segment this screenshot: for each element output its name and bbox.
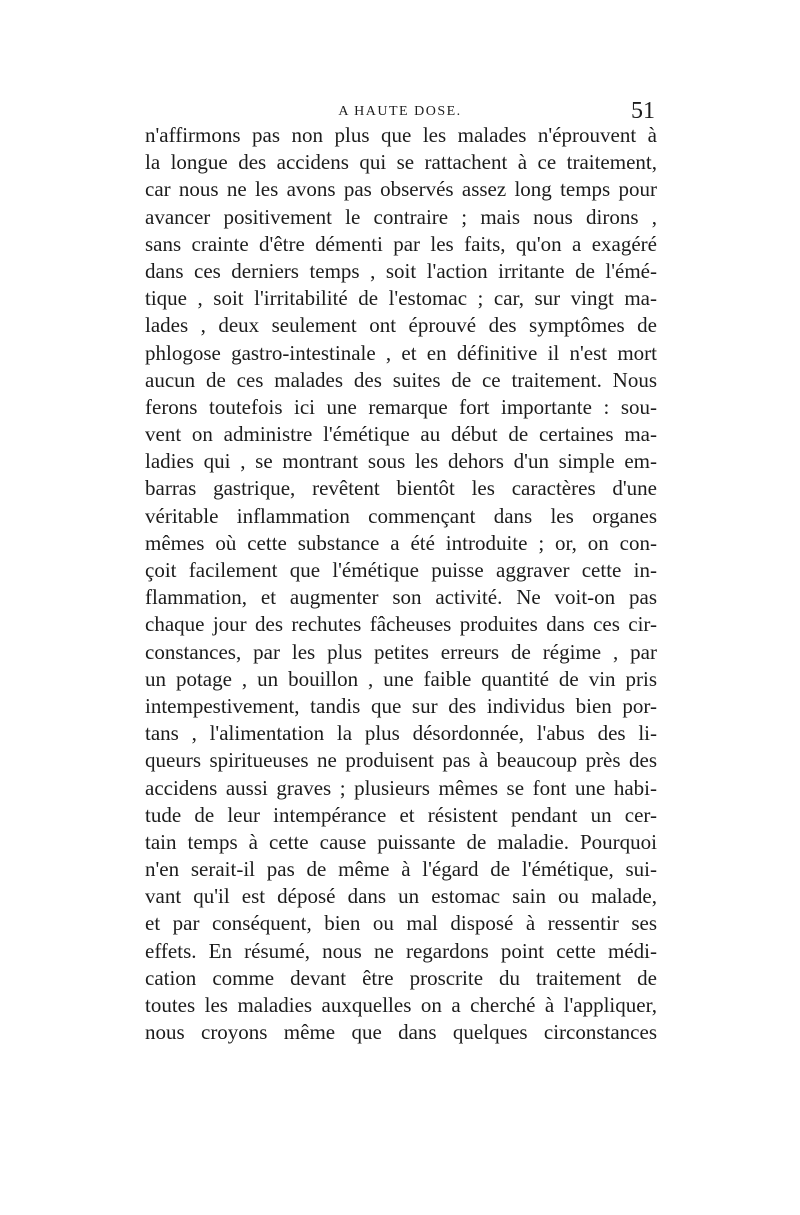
text-line: n'affirmons pas non plus que les malades n'éprouvent à — [145, 123, 657, 147]
running-title: A HAUTE DOSE. — [338, 104, 462, 119]
text-line: lades , deux seulement ont éprouvé des symptômes de — [145, 313, 657, 338]
body-text — [145, 122, 657, 1046]
text-line: queurs spiritueuses ne produisent pas à beaucoup près des — [145, 748, 657, 773]
text-line: çoit facilement que l'émétique puisse aggraver cette in- — [145, 558, 657, 582]
text-line: phlogose gastro-intestinale , et en définitive il n'est mort — [145, 340, 657, 365]
text-line: un potage , un bouillon , une faible quantité de vin pris — [145, 666, 657, 691]
text-line: toutes les maladies auxquelles on a cherché à l'appliquer, — [145, 993, 657, 1017]
text-line: cation comme devant être proscrite du traitement de — [145, 965, 657, 990]
text-line: tans , l'alimentation la plus désordonnée, l'abus des li- — [145, 721, 657, 746]
text-line: sans crainte d'être démenti par les faits, qu'on a exagéré — [145, 231, 657, 256]
text-line: chaque jour des rechutes fâcheuses produites dans ces cir- — [145, 612, 657, 637]
text-line: et par conséquent, bien ou mal disposé à ressentir ses — [145, 911, 657, 936]
text-line: flammation, et augmenter son activité. Ne voit-on pas — [145, 585, 657, 610]
text-line: vent on administre l'émétique au début de certaines ma- — [145, 422, 657, 447]
page-number: 51 — [631, 98, 655, 124]
text-line: tude de leur intempérance et résistent pendant un cer- — [145, 802, 657, 827]
running-head — [145, 100, 655, 124]
text-line: avancer positivement le contraire ; mais nous dirons , — [145, 204, 657, 229]
text-line: dans ces derniers temps , soit l'action irritante de l'émé- — [145, 258, 657, 283]
text-line: barras gastrique, revêtent bientôt les caractères d'une — [145, 476, 657, 501]
text-line: n'en serait-il pas de même à l'égard de l'émétique, sui- — [145, 857, 657, 882]
text-line: mêmes où cette substance a été introduite ; or, on con- — [145, 530, 657, 555]
text-line: intempestivement, tandis que sur des individus bien por- — [145, 693, 657, 718]
text-line: accidens aussi graves ; plusieurs mêmes se font une habi- — [145, 775, 657, 800]
text-line: ferons toutefois ici une remarque fort importante : sou- — [145, 394, 657, 419]
text-line: constances, par les plus petites erreurs de régime , par — [145, 639, 657, 664]
text-line: aucun de ces malades des suites de ce traitement. Nous — [145, 367, 657, 392]
text-line: nous croyons même que dans quelques circonstances — [145, 1020, 657, 1045]
text-line: ladies qui , se montrant sous les dehors d'un simple em- — [145, 449, 657, 474]
text-line: effets. En résumé, nous ne regardons point cette médi- — [145, 938, 657, 963]
text-line: tique , soit l'irritabilité de l'estomac ; car, sur vingt ma- — [145, 286, 657, 311]
text-line: tain temps à cette cause puissante de maladie. Pourquoi — [145, 829, 657, 854]
text-line: véritable inflammation commençant dans les organes — [145, 503, 657, 528]
text-line: car nous ne les avons pas observés assez long temps pour — [145, 177, 657, 202]
text-line: la longue des accidens qui se rattachent à ce traitement, — [145, 150, 657, 175]
text-line: vant qu'il est déposé dans un estomac sain ou malade, — [145, 884, 657, 909]
